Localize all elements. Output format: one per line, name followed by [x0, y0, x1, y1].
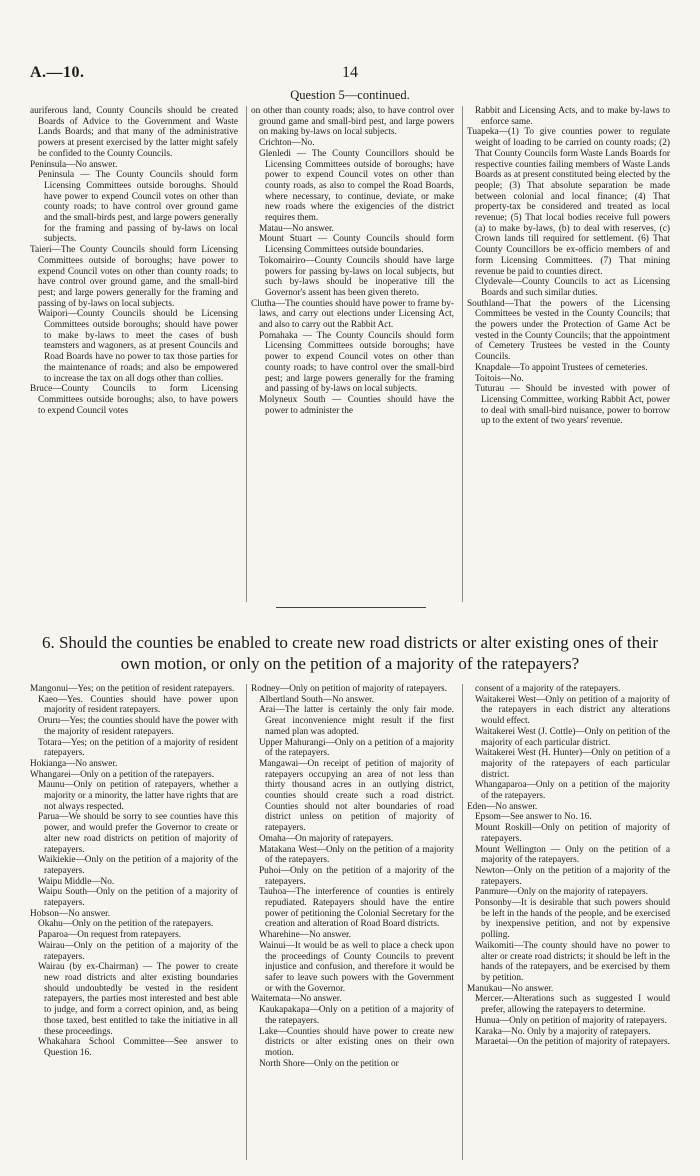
county-entry: Peninsula—No answer.: [30, 159, 118, 170]
district-entry: Waitakerei West (H. Hunter)—Only on petition of a majority of the ratepayers of each particular district.: [475, 748, 670, 780]
district-entry: Okahu—Only on the petition of the ratepayers.: [38, 919, 214, 930]
county-entry: auriferous land, County Councils should be created Boards of Advice to the Government and Waste Lands Boards; and that many of the administrative powers at present exercised by the latter might safely be confided to the County Councils.: [30, 106, 238, 159]
district-entry: Wharehine—No answer.: [259, 930, 351, 941]
district-entry: Kaukapakapa—Only on a petition of a majority of the ratepayers.: [259, 1005, 454, 1026]
county-entry: Taieri—The County Councils should form Licensing Committees outside of boroughs; have power to expend Council votes on other than county roads; to have control over ground game, and the small-bird pest; and large powers generally for the framing and passing of by-laws on local subjects.: [30, 245, 238, 309]
district-entry: Molyneux South — Counties should have the power to administer the: [259, 394, 454, 416]
district-entry: Maunu—Only on petition of ratepayers, whether a majority or a minority, the latter have rights that are not always respected.: [38, 780, 238, 812]
question5-column-1: [30, 106, 238, 602]
county-entry: Rodney—Only on petition of majority of ratepayers.: [251, 684, 447, 694]
district-entry: Whangaparoa—Only on a petition of the majority of the ratepayers.: [475, 780, 670, 802]
county-entry: Tuapeka—(1) To give counties power to regulate weight of loading to be carried on county roads; (2) That County Councils form Waste Lands Boards for respective counties failing members of Waste Lands Boards as at present constituted being elected by the people; (3) That absolute separation be made between colonial and local finance; (4) That property-tax be considered and treated as local revenue; (5) That local bodies receive full powers (a) to make by-laws, (b) to deal with reserves, (c) Crown lands till required for settlement. (6) That County Councillors be ex-officio members of and form Licensing Committees. (7) That mining revenue be paid to counties direct.: [467, 127, 670, 277]
district-entry: Glenledi — The County Councillors should be Licensing Committees outside of boroughs; have power to expend Council votes on other than county roads, as also to compel the Road Boards, where necessary, to continue, deviate, or make new roads where the exigencies of the district requires them.: [259, 148, 454, 224]
district-entry: Mount Roskill—Only on petition of majority of ratepayers.: [475, 823, 670, 844]
district-entry: Tuturau — Should be invested with power of Licensing Committee, working Rabbit Act, power to deal with small-bird nuisance, power to borrow up to the extent of two years' revenue.: [475, 384, 670, 427]
district-entry: Mercer.—Alterations such as suggested I would prefer, allowing the ratepayers to determine.: [475, 994, 670, 1016]
district-entry: Pomahaka — The County Councils should form Licensing Committees outside boroughs; have power to expend Council votes on other than county roads; to have control over the small-bird pest; and large powers generally for the framing and passing of by-laws on local subjects.: [259, 330, 454, 395]
county-entry: Bruce—County Councils to form Licensing Committees outside boroughs; also, to have powers to expend Council votes: [30, 384, 238, 416]
district-entry: Mount Wellington — Only on the petition of a majority of the ratepayers.: [475, 844, 670, 866]
district-entry: Matakana West—Only on the petition of a majority of the ratepayers.: [259, 844, 454, 866]
district-entry: Crichton—No.: [259, 138, 315, 149]
county-entry: Hokianga—No answer.: [30, 758, 118, 769]
district-entry: Toitois—No.: [475, 373, 524, 384]
question5-column-2: [246, 106, 454, 602]
question6-columns: [30, 684, 670, 1160]
district-entry: Peninsula — The County Councils should form Licensing Committees outside boroughs. Should have power to expend Council votes on other than county roads; to have control over ground game and the small-birds pest, and large powers generally for the framing and passing of by-laws on local subjects.: [38, 170, 238, 245]
page-number: 14: [342, 64, 358, 81]
district-entry: Knapdale—To appoint Trustees of cemeteries.: [475, 362, 648, 373]
district-entry: Waipori—County Councils should be Licensing Committees outside boroughs; should have power to make by-laws to meet the cases of bush teamsters and wagoners, as at present Councils and Road Boards have no power to tax those parties for the maintenance of roads; and also be empowered to increase the tax on all dogs other than collies.: [38, 309, 238, 384]
question6-column-3: [462, 684, 670, 1160]
district-entry: Rabbit and Licensing Acts, and to make by-laws to enforce same.: [475, 106, 670, 127]
district-entry: Karaka—No. Only by a majority of ratepayers.: [475, 1026, 651, 1037]
district-entry: Mangawai—On receipt of petition of majority of ratepayers occupying an area of not less than thirty thousand acres in an outlying district, counties should create such a road district. Counties should not alter boundaries of road district unless on petition of majority of ratepayers.: [259, 758, 454, 834]
district-entry: Waipu Middle—No.: [38, 876, 115, 887]
county-entry: Manukau—No answer.: [467, 983, 554, 994]
county-entry: Whangarei—Only on a petition of the ratepayers.: [30, 769, 215, 780]
question6-column-2: [246, 684, 454, 1160]
county-entry: Clutha—The counties should have power to frame by-laws, and carry out elections under Licensing Act, and also to carry out the Rabbit Act.: [251, 298, 454, 331]
district-entry: Waipu South—Only on the petition of a majority of ratepayers.: [38, 887, 238, 909]
district-entry: Kaeo—Yes. Counties should have power upon majority of resident ratepayers.: [38, 694, 238, 716]
district-entry: consent of a majority of the ratepayers.: [475, 684, 621, 694]
district-entry: Panmure—Only on the majority of ratepayers.: [475, 887, 648, 898]
county-entry: Eden—No answer.: [467, 801, 538, 812]
district-entry: Whakahara School Committee—See answer to Question 16.: [38, 1037, 238, 1058]
district-entry: Totara—Yes; on the petition of a majority of resident ratepayers.: [38, 737, 238, 759]
district-entry: Waitakerei West—Only on petition of a majority of the ratepayers in each district any alterations would effect.: [475, 694, 670, 727]
district-entry: Matau—No answer.: [259, 223, 334, 234]
district-entry: Omaha—On majority of ratepayers.: [259, 833, 394, 844]
district-entry: Waikiekie—Only on the petition of a majority of the ratepayers.: [38, 855, 238, 876]
district-entry: Hunua—Only on petition of majority of ratepayers.: [475, 1015, 667, 1026]
section-subheading: Question 5—continued.: [290, 88, 410, 102]
district-entry: Paparoa—On request from ratepayers.: [38, 930, 182, 941]
district-entry: Puhoi—Only on the petition of a majority of the ratepayers.: [259, 865, 454, 887]
question6-title: 6. Should the counties be enabled to create new road districts or alter existing ones of their own motion, or only on the petition of a majority of the ratepayers?: [41, 633, 659, 673]
district-entry: Newton—Only on the petition of a majority of the ratepayers.: [475, 865, 670, 887]
district-entry: Mount Stuart — County Councils should form Licensing Committees outside boundaries.: [259, 234, 454, 256]
county-entry: Mangonui—Yes; on the petition of resident ratepayers.: [30, 684, 235, 694]
district-entry: Clydevale—County Councils to act as Licensing Boards and such similar duties.: [475, 277, 670, 298]
district-entry: Lake—Counties should have power to create new districts or alter existing ones on their own motion.: [259, 1026, 454, 1058]
district-entry: Wainui—It would be as well to place a check upon the proceedings of County Councils to prevent injustice and confusion, and therefore it would be safer to leave such powers with the Government or with the Governor.: [259, 940, 454, 994]
section-divider: [276, 607, 426, 608]
district-entry: Tauhoa—The interference of counties is entirely repudiated. Ratepayers should have the entire power of petitioning the Colonial Secretary for the creation and alteration of Road Board districts.: [259, 887, 454, 930]
district-entry: Wairau (by ex-Chairman) — The power to create new road districts and alter existing boundaries should undoubtedly be vested in the resident ratepayers, the parties most interested and best able to judge, and form a correct opinion, and, as being those taxed, best entitled to take the initiative in all these proceedings.: [38, 962, 238, 1037]
district-entry: Parua—We should be sorry to see counties have this power, and would prefer the Governor to create or alter new road districts on petition of majority of ratepayers.: [38, 812, 238, 855]
question6-column-1: [30, 684, 238, 1160]
county-entry: Southland—That the powers of the Licensing Committees be vested in the County Councils; that the powers under the Protection of Game Act be vested in the County Councils; that the appointment of Cemetery Trustees be vested in the County Councils.: [467, 298, 670, 363]
district-entry: Waikomiti—The county should have no power to alter or create road districts; it should be left in the hands of the ratepayers, and be exercised by them by petition.: [475, 940, 670, 983]
district-entry: Ponsonby—It is desirable that such powers should be left in the hands of the people, and be exercised by inexpensive petition, and not by expensive polling.: [475, 898, 670, 941]
district-entry: Wairau—Only on the petition of a majority of the ratepayers.: [38, 940, 238, 962]
county-entry: on other than county roads; also, to have control over ground game and small-bird pest, and large powers on making by-laws on local subjects.: [251, 106, 454, 138]
district-entry: Maraetai—On the petition of majority of ratepayers.: [475, 1037, 670, 1048]
district-entry: Arai—The latter is certainly the only fair mode. Great inconvenience might result if the first named plan was adopted.: [259, 705, 454, 737]
district-entry: Tokomairiro—County Councils should have large powers for passing by-laws on local subjects, but such by-laws should be inoperative till the Governor's assent has been given thereto.: [259, 255, 454, 298]
district-entry: Upper Mahurangi—Only on a petition of a majority of the ratepayers.: [259, 737, 454, 759]
district-entry: North Shore—Only on the petition or: [259, 1058, 399, 1069]
question5-columns: [30, 106, 670, 602]
district-entry: Albertland South—No answer.: [259, 694, 374, 705]
document-reference: A.—10.: [30, 64, 85, 81]
district-entry: Waitakerei West (J. Cottle)—Only on petition of the majority of each particular district.: [475, 726, 670, 748]
county-entry: Waitemata—No answer.: [251, 994, 342, 1005]
county-entry: Hobson—No answer.: [30, 908, 111, 919]
district-entry: Epsom—See answer to No. 16.: [475, 812, 592, 823]
question5-column-3: [462, 106, 670, 602]
district-entry: Oruru—Yes; the counties should have the power with the majority of resident ratepayers.: [38, 716, 238, 737]
